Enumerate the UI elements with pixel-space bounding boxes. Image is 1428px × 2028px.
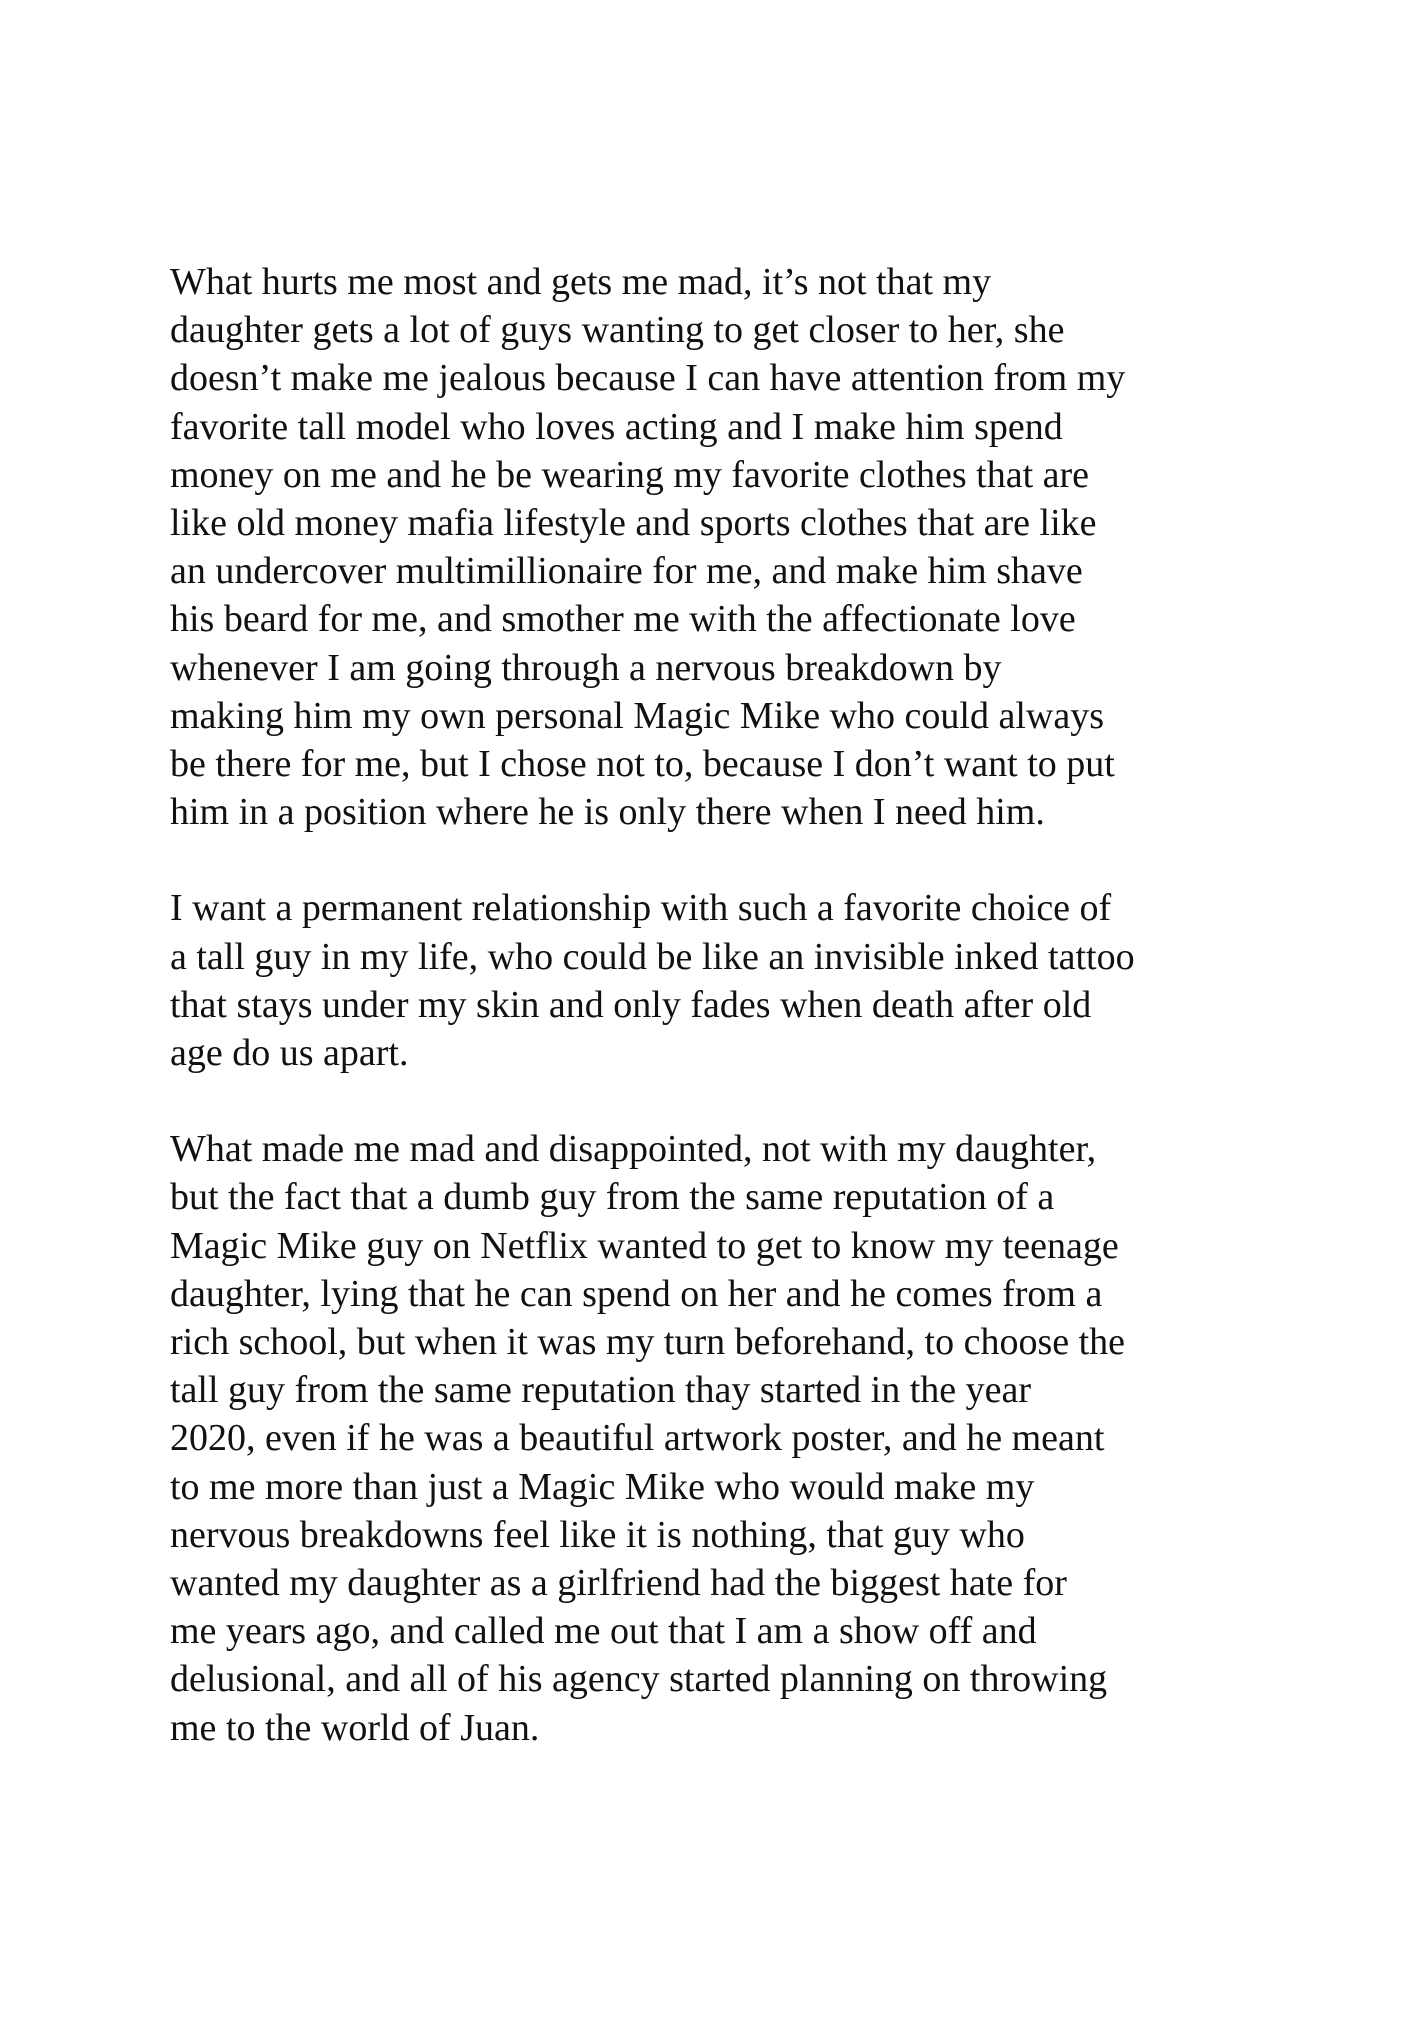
document-body (170, 258, 1310, 1800)
paragraph-1 (170, 258, 1310, 836)
text-line: doesn’t make me jealous because I can have attention from my (170, 357, 1126, 400)
text-line: money on me and he be wearing my favorite clothes that are (170, 453, 1090, 496)
text-line: whenever I am going through a nervous breakdown by (170, 646, 1002, 689)
text-line: What made me mad and disappointed, not with my daughter, (170, 1128, 1097, 1171)
text-line: me to the world of Juan. (170, 1706, 540, 1749)
text-line: an undercover multimillionaire for me, and make him shave (170, 550, 1083, 593)
text-line: his beard for me, and smother me with the affectionate love (170, 598, 1076, 641)
text-line: age do us apart. (170, 1032, 409, 1075)
text-line: like old money mafia lifestyle and sports clothes that are like (170, 502, 1097, 545)
text-line: making him my own personal Magic Mike who could always (170, 694, 1105, 737)
text-line: 2020, even if he was a beautiful artwork poster, and he meant (170, 1417, 1105, 1460)
text-line: be there for me, but I chose not to, because I don’t want to put (170, 743, 1115, 786)
text-line: me years ago, and called me out that I am a show off and (170, 1610, 1037, 1653)
text-line: a tall guy in my life, who could be like an invisible inked tattoo (170, 935, 1135, 978)
text-line: that stays under my skin and only fades when death after old (170, 983, 1092, 1026)
text-line: to me more than just a Magic Mike who would make my (170, 1465, 1035, 1508)
text-line: delusional, and all of his agency started planning on throwing (170, 1658, 1108, 1701)
text-line: rich school, but when it was my turn beforehand, to choose the (170, 1321, 1126, 1364)
paragraph-3 (170, 1125, 1310, 1752)
text-line: tall guy from the same reputation thay started in the year (170, 1369, 1032, 1412)
text-line: nervous breakdowns feel like it is nothing, that guy who (170, 1513, 1025, 1556)
paragraph-2 (170, 884, 1310, 1077)
text-line: favorite tall model who loves acting and I make him spend (170, 405, 1063, 448)
text-line: I want a permanent relationship with such a favorite choice of (170, 887, 1112, 930)
text-line: daughter, lying that he can spend on her and he comes from a (170, 1272, 1103, 1315)
text-line: Magic Mike guy on Netflix wanted to get to know my teenage (170, 1224, 1119, 1267)
text-line: wanted my daughter as a girlfriend had the biggest hate for (170, 1562, 1067, 1605)
text-line: What hurts me most and gets me mad, it’s not that my (170, 261, 992, 303)
text-line: but the fact that a dumb guy from the same reputation of a (170, 1176, 1055, 1219)
text-line: him in a position where he is only there when I need him. (170, 791, 1045, 834)
text-line: daughter gets a lot of guys wanting to get closer to her, she (170, 309, 1065, 352)
